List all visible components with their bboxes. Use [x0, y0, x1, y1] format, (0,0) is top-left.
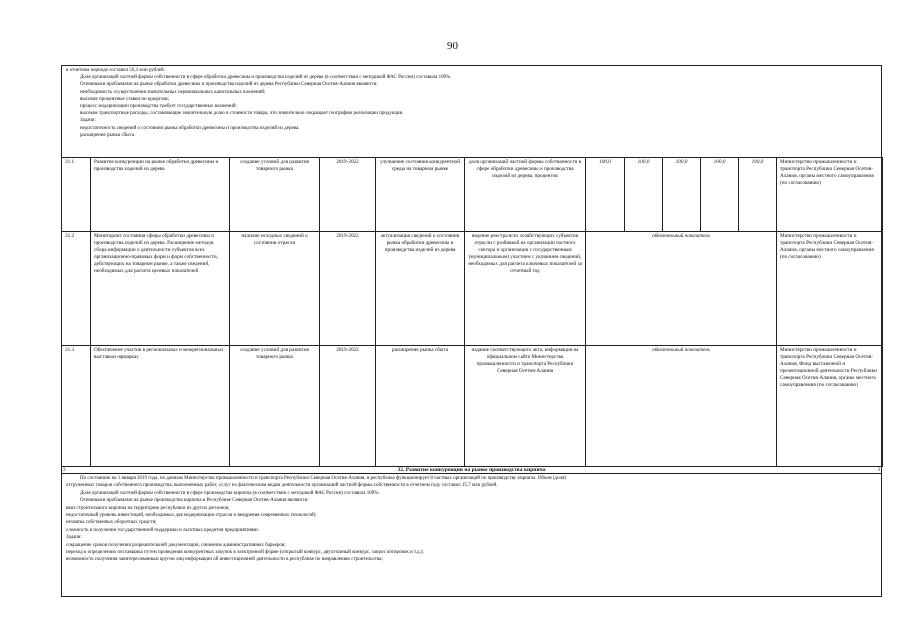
- result-cell: актуализация сведений о состоянии рынка обработки древесины и производства изделий из дерева: [376, 232, 465, 346]
- section-line: нехватка собственных оборотных средств;: [66, 520, 157, 526]
- section-paragraph: По состоянию на 1 января 2019 года, по данным Министерства промышленности и транспорта Республики Северная Осетия-Алания, в республике функционирует 8 частных организаций по производству кирпича. Объем (доля): [80, 476, 567, 481]
- intro-line: Задачи:: [80, 118, 96, 124]
- indicator-cell: ведение реестра всех хозяйствующих субъектов отрасли с разбивкой на организации частного сектора и организации с государственным (муниципальным) участием с указанием сведений, необходимых для расчета ключевых показателей за отчетный год: [465, 232, 586, 346]
- intro-line: недостаточность сведений о состоянии рынка обработки древесины и производства изделий из дерева.: [80, 125, 300, 131]
- page-number: 90: [447, 40, 458, 52]
- value-cell: 100,0: [663, 158, 701, 232]
- intro-text: [66, 67, 878, 139]
- mandatory-indicator-note: обязательный показатель: [586, 346, 777, 467]
- row-number: 31.2: [62, 232, 91, 346]
- section-title: [61, 466, 882, 474]
- intro-line: высокие процентные ставки по кредитам;: [80, 96, 170, 102]
- measures-table: [61, 157, 883, 467]
- section-line: сложность в получении государственной поддержки и льготных кредитов предприятиями.: [66, 527, 259, 533]
- value-cell: 100,0: [586, 158, 625, 232]
- section-line: сокращение сроков получения разрешительной документации, снижение административных барьеров;: [66, 542, 286, 548]
- section-paragraph: Доля организаций частной формы собственности в сфере производства кирпича (в соответствии с методикой ФАС России) составила 100%.: [80, 490, 380, 496]
- period-cell: 2019-2022: [320, 346, 376, 467]
- section-paragraph: Основными проблемами на рынке производства кирпича в Республике Северная Осетия-Алания являются:: [80, 498, 309, 504]
- intro-line: высокие транспортные расходы, составляющие значительную долю в стоимости товара, что значительно сокращает географию реализации продукции.: [80, 111, 404, 117]
- row-number: 31.1: [62, 158, 91, 232]
- event-cell: Развитие конкуренции на рынке обработки древесины и производства изделий из дерева: [91, 158, 230, 232]
- result-cell: улучшение состояния конкурентной среды на товарном рынке: [376, 158, 465, 232]
- executor-cell: Министерство промышленности и транспорта Республики Северная Осетия-Алания, органы местного самоуправления (по согласованию): [777, 158, 883, 232]
- section-mark-left: 3: [63, 468, 66, 473]
- section-text: [66, 475, 878, 564]
- section-line: ввоз строительного кирпича на территорию республики из других регионов;: [66, 505, 230, 511]
- table-row: [62, 232, 883, 346]
- section-title-text: 32. Развитие конкуренции на рынке производства кирпича: [397, 467, 546, 473]
- problem-cell: создание условий для развития товарного рынка: [230, 158, 320, 232]
- period-cell: 2019-2022: [320, 232, 376, 346]
- intro-line: необходимость осуществления значительных первоначальных капитальных вложений;: [80, 89, 266, 95]
- value-cell: 100,0: [625, 158, 663, 232]
- result-cell: расширение рынка сбыта: [376, 346, 465, 467]
- executor-cell: Министерство промышленности и транспорта Республики Северная Осетия-Алания, органы местного самоуправления (по согласованию): [777, 232, 883, 346]
- event-cell: Обеспечение участия в региональных и межрегиональных выставках-ярмарках: [91, 346, 230, 467]
- problem-cell: создание условий для развития товарного рынка: [230, 346, 320, 467]
- problem-cell: наличие исходных сведений о состоянии отрасли: [230, 232, 320, 346]
- period-cell: 2019-2022: [320, 158, 376, 232]
- intro-line: Доля организаций частной формы собственности в сфере обработки древесины и производства изделий из дерева (в соответствии с методикой ФАС России) составила 100%.: [80, 75, 452, 81]
- intro-line: расширение рынка сбыта.: [80, 132, 136, 138]
- table-row: [62, 346, 883, 467]
- row-number: 31.3: [62, 346, 91, 467]
- indicator-cell: доля организаций частной формы собственности в сфере обработки древесины и производства изделий из дерева, процентов: [465, 158, 586, 232]
- table-row: [62, 158, 883, 232]
- indicator-cell: издание соответствующего акта, информация на официальном сайте Министерства промышленности и транспорта Республики Северная Осетия-Алания: [465, 346, 586, 467]
- section-line: Задачи:: [66, 535, 82, 541]
- section-line: переход к определению поставщика путем проведения конкурентных закупок в электронной форме (открытый конкурс, двухэтапный конкурс, запрос котировок и т.д.);: [66, 550, 424, 556]
- intro-line: в отчетном периоде составил 56,3 млн рублей.: [66, 68, 165, 73]
- intro-line: Основными проблемами на рынке обработки древесины и производства изделий из дерева Республики Северная Осетия-Алания являются:: [80, 82, 378, 88]
- section-line: возможность получения заинтересованным кругом лиц информации об инвестиционной деятельности в республике по направлению строительства;: [66, 557, 383, 563]
- intro-line: процесс модернизации производства требует государственных вложений;: [80, 104, 237, 110]
- executor-cell: Министерство промышленности и транспорта Республики Северная Осетия-Алания, Фонд выставочной и презентационной деятельности Республики Северная Осетия-Алания, органы местного самоуправления (по согласованию): [777, 346, 883, 467]
- mandatory-indicator-note: обязательный показатель: [586, 232, 777, 346]
- event-cell: Мониторинг состояния сферы обработки древесины и производства изделий из дерева. Расширение методов сбора информации о деятельности субъектов всех организационно-правовых форм и форм собственности, действующих на товарном рынке, а также сведений, необходимых для расчета целевых показателей: [91, 232, 230, 346]
- section-mark-right: 3: [877, 468, 880, 473]
- section-paragraph: отгруженных товаров собственного производства, выполненных работ, услуг по фактическим видам деятельности организаций частной формы собственности в отчетном году составил 15,7 млн рублей.: [66, 483, 498, 489]
- value-cell: 100,0: [701, 158, 739, 232]
- section-line: недостаточный уровень инвестиций, необходимых для модернизации отрасли и внедрения современных технологий;: [66, 513, 317, 519]
- value-cell: 100,0: [739, 158, 777, 232]
